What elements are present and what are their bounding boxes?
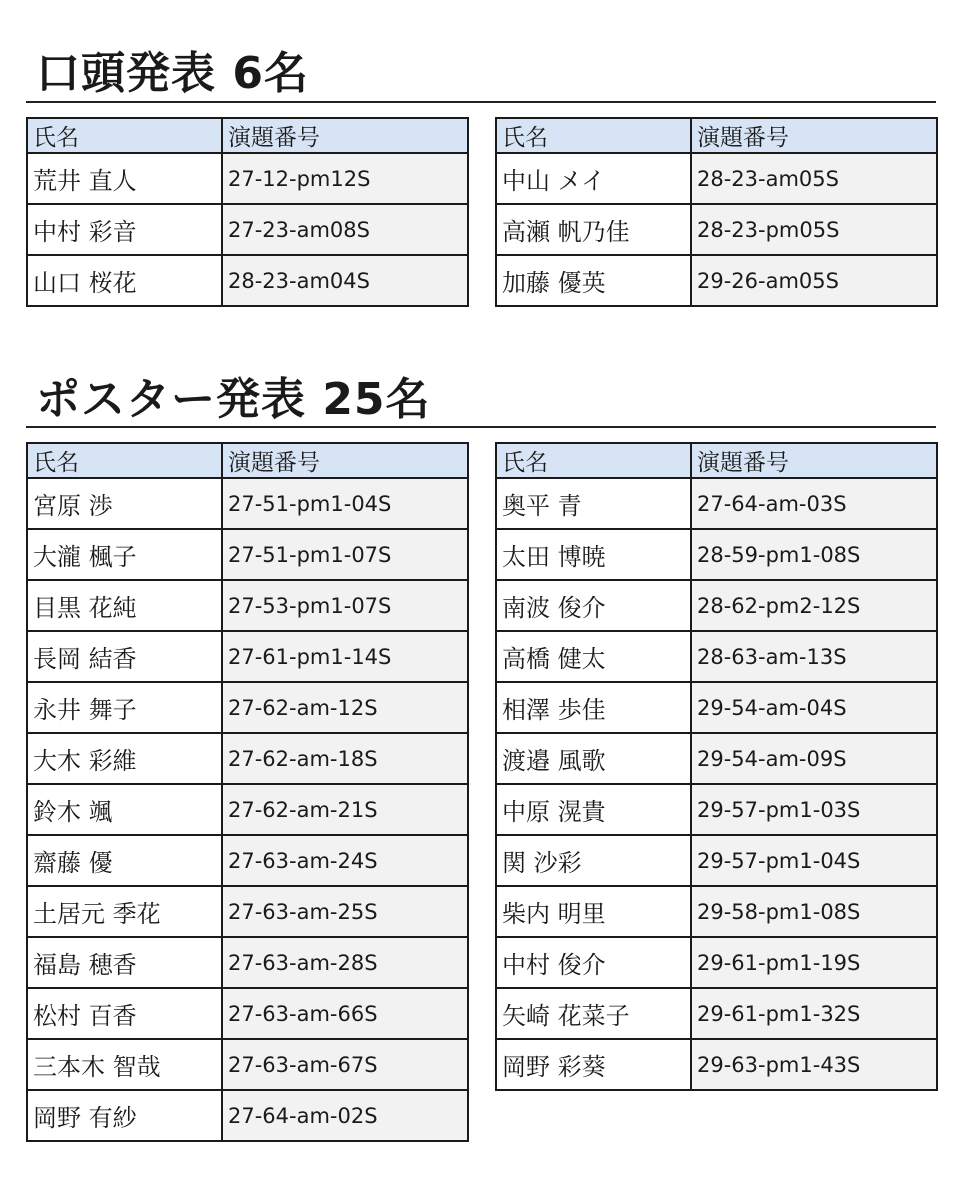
table-row xyxy=(27,835,468,886)
table-header-row xyxy=(27,443,468,478)
abstract-number: 27-62-am-12S xyxy=(222,682,468,733)
name-column-header: 氏名 xyxy=(27,443,222,478)
presenter-name: 相澤 歩佳 xyxy=(496,682,691,733)
presenter-name: 目黒 花純 xyxy=(27,580,222,631)
abstract-number: 28-23-pm05S xyxy=(691,204,937,255)
table-row xyxy=(27,886,468,937)
presenter-name: 中原 滉貴 xyxy=(496,784,691,835)
abstract-number: 27-51-pm1-04S xyxy=(222,478,468,529)
table-row xyxy=(496,529,937,580)
presenter-name: 大瀧 楓子 xyxy=(27,529,222,580)
presenter-name: 鈴木 颯 xyxy=(27,784,222,835)
table-row xyxy=(27,255,468,306)
poster-title-divider xyxy=(26,426,936,428)
table-row xyxy=(27,1039,468,1090)
table-row xyxy=(27,1090,468,1141)
presenter-name: 柴内 明里 xyxy=(496,886,691,937)
abstract-number: 28-62-pm2-12S xyxy=(691,580,937,631)
table-row xyxy=(496,478,937,529)
presenter-name: 永井 舞子 xyxy=(27,682,222,733)
presenter-name: 岡野 有紗 xyxy=(27,1090,222,1141)
presenter-name: 三本木 智哉 xyxy=(27,1039,222,1090)
poster-section-title: ポスター発表 25名 xyxy=(36,374,431,425)
presenter-name: 高橋 健太 xyxy=(496,631,691,682)
abstract-number: 27-53-pm1-07S xyxy=(222,580,468,631)
abstract-number: 29-63-pm1-43S xyxy=(691,1039,937,1090)
table-row xyxy=(496,255,937,306)
abstract-number: 27-62-am-18S xyxy=(222,733,468,784)
presenter-name: 荒井 直人 xyxy=(27,153,222,204)
table-row xyxy=(27,204,468,255)
abstract-number: 27-63-am-28S xyxy=(222,937,468,988)
presenter-name: 齋藤 優 xyxy=(27,835,222,886)
name-column-header: 氏名 xyxy=(496,118,691,153)
abstract-number: 29-54-am-09S xyxy=(691,733,937,784)
table-row xyxy=(496,886,937,937)
abstract-number: 29-61-pm1-19S xyxy=(691,937,937,988)
abstract-number: 28-59-pm1-08S xyxy=(691,529,937,580)
table-row xyxy=(496,580,937,631)
abstract-number: 28-63-am-13S xyxy=(691,631,937,682)
table-header-row xyxy=(27,118,468,153)
presenter-name: 中村 俊介 xyxy=(496,937,691,988)
table-row xyxy=(496,835,937,886)
presenter-name: 高瀬 帆乃佳 xyxy=(496,204,691,255)
abstract-number: 27-23-am08S xyxy=(222,204,468,255)
poster-table-left xyxy=(26,442,469,1142)
table-row xyxy=(27,937,468,988)
abstract-number: 27-61-pm1-14S xyxy=(222,631,468,682)
code-column-header: 演題番号 xyxy=(691,118,937,153)
table-row xyxy=(496,1039,937,1090)
presenter-name: 宮原 渉 xyxy=(27,478,222,529)
code-column-header: 演題番号 xyxy=(691,443,937,478)
code-column-header: 演題番号 xyxy=(222,118,468,153)
presenter-name: 太田 博暁 xyxy=(496,529,691,580)
table-header-row xyxy=(496,443,937,478)
presenter-name: 山口 桜花 xyxy=(27,255,222,306)
oral-table-right xyxy=(495,117,938,307)
presenter-name: 関 沙彩 xyxy=(496,835,691,886)
presenter-name: 奥平 青 xyxy=(496,478,691,529)
poster-table-right xyxy=(495,442,938,1091)
name-column-header: 氏名 xyxy=(27,118,222,153)
table-row xyxy=(496,204,937,255)
table-row xyxy=(27,733,468,784)
abstract-number: 29-57-pm1-03S xyxy=(691,784,937,835)
table-row xyxy=(27,784,468,835)
abstract-number: 27-63-am-66S xyxy=(222,988,468,1039)
table-row xyxy=(27,988,468,1039)
presenter-name: 矢崎 花菜子 xyxy=(496,988,691,1039)
abstract-number: 29-61-pm1-32S xyxy=(691,988,937,1039)
presenter-name: 松村 百香 xyxy=(27,988,222,1039)
table-row xyxy=(27,478,468,529)
table-row xyxy=(496,784,937,835)
table-row xyxy=(496,988,937,1039)
table-row xyxy=(27,580,468,631)
table-row xyxy=(27,529,468,580)
table-row xyxy=(496,631,937,682)
table-row xyxy=(496,937,937,988)
presenter-name: 中山 メイ xyxy=(496,153,691,204)
abstract-number: 27-64-am-03S xyxy=(691,478,937,529)
table-row xyxy=(496,682,937,733)
abstract-number: 28-23-am05S xyxy=(691,153,937,204)
presenter-name: 渡邉 風歌 xyxy=(496,733,691,784)
abstract-number: 27-64-am-02S xyxy=(222,1090,468,1141)
presenter-name: 加藤 優英 xyxy=(496,255,691,306)
oral-table-left xyxy=(26,117,469,307)
oral-title-divider xyxy=(26,101,936,103)
abstract-number: 29-54-am-04S xyxy=(691,682,937,733)
abstract-number: 27-12-pm12S xyxy=(222,153,468,204)
table-row xyxy=(27,631,468,682)
abstract-number: 29-58-pm1-08S xyxy=(691,886,937,937)
abstract-number: 29-57-pm1-04S xyxy=(691,835,937,886)
table-row xyxy=(496,153,937,204)
presenter-name: 岡野 彩葵 xyxy=(496,1039,691,1090)
abstract-number: 29-26-am05S xyxy=(691,255,937,306)
presenter-name: 大木 彩維 xyxy=(27,733,222,784)
abstract-number: 27-51-pm1-07S xyxy=(222,529,468,580)
presenter-name: 長岡 結香 xyxy=(27,631,222,682)
presenter-name: 南波 俊介 xyxy=(496,580,691,631)
abstract-number: 28-23-am04S xyxy=(222,255,468,306)
table-header-row xyxy=(496,118,937,153)
abstract-number: 27-63-am-24S xyxy=(222,835,468,886)
presenter-name: 中村 彩音 xyxy=(27,204,222,255)
abstract-number: 27-63-am-25S xyxy=(222,886,468,937)
name-column-header: 氏名 xyxy=(496,443,691,478)
oral-section-title: 口頭発表 6名 xyxy=(36,48,309,99)
table-row xyxy=(27,682,468,733)
presenter-name: 土居元 季花 xyxy=(27,886,222,937)
presenter-name: 福島 穂香 xyxy=(27,937,222,988)
code-column-header: 演題番号 xyxy=(222,443,468,478)
table-row xyxy=(27,153,468,204)
abstract-number: 27-63-am-67S xyxy=(222,1039,468,1090)
abstract-number: 27-62-am-21S xyxy=(222,784,468,835)
table-row xyxy=(496,733,937,784)
